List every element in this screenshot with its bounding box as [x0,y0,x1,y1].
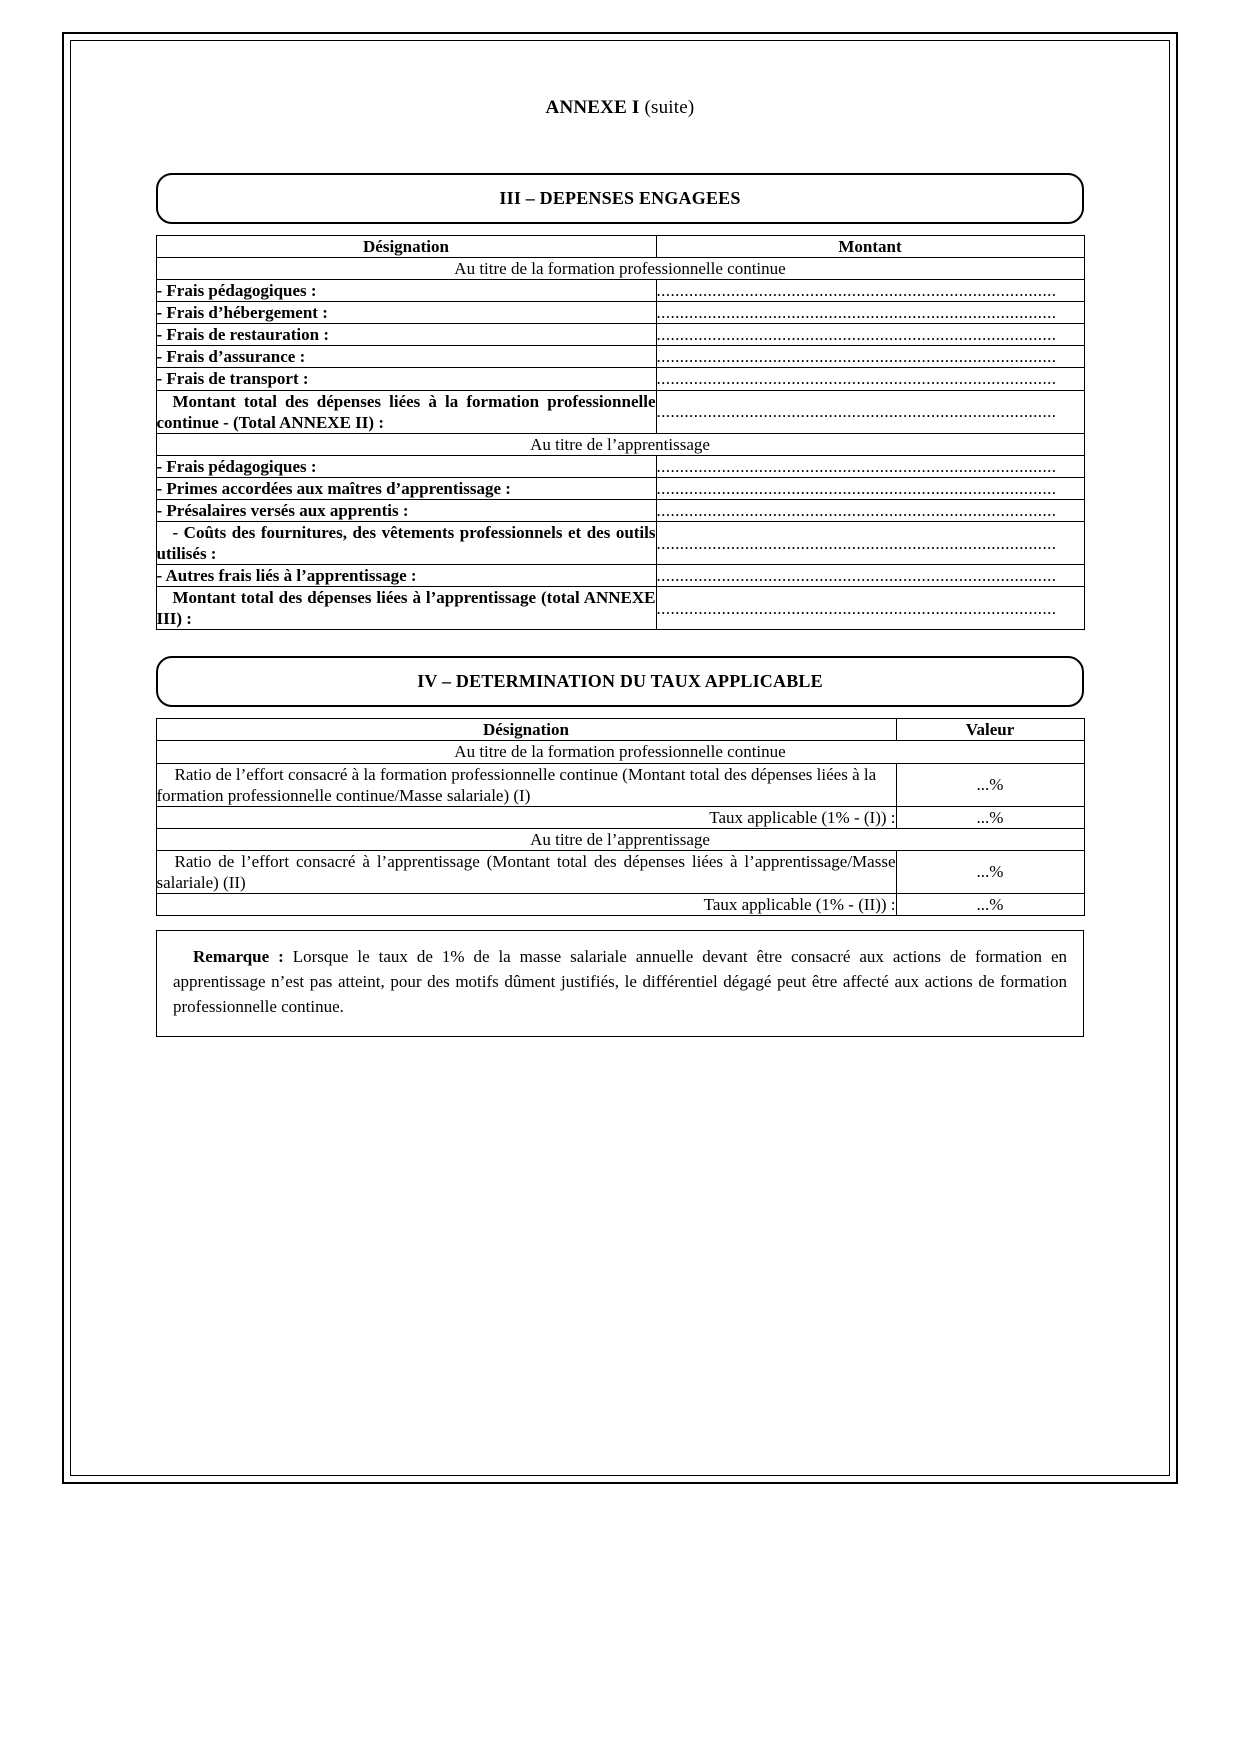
remark-box [156,930,1084,1036]
table-row [156,565,1084,587]
table-row-total-formation [156,390,1084,433]
expense-label-primes-maitres: - Primes accordées aux maîtres d’apprentissage : [156,477,656,499]
expense-label-frais-restauration: - Frais de restauration : [156,324,656,346]
section-iv-banner: IV – DETERMINATION DU TAUX APPLICABLE [156,656,1084,707]
taux-label-apprentissage: Taux applicable (1% - (II)) : [156,894,896,916]
expense-value-couts-fournitures[interactable]: ...................................................................................... [656,522,1084,565]
ratio-label-apprentissage: Ratio de l’effort consacré à l’apprentissage (Montant total des dépenses liées à l’apprentissage/Masse salariale) (II) [156,851,896,892]
table-row [156,346,1084,368]
table-row [156,324,1084,346]
header-valeur: Valeur [896,719,1084,741]
table-row-ratio-formation [156,763,1084,806]
rate-table [156,718,1085,916]
ratio-value-apprentissage[interactable]: ...% [896,850,1084,893]
remark-text: Lorsque le taux de 1% de la masse salariale annuelle devant être consacré aux actions de formation en apprentissage n’est pas atteint, pour des motifs dûment justifiés, le différentiel dégagé peut être affecté aux actions de formation professionnelle continue. [173,947,1068,1016]
total-value-formation[interactable]: ...................................................................................... [656,390,1084,433]
page-title [99,97,1141,119]
expense-value-primes-maitres[interactable]: ...................................................................................... [656,477,1084,499]
table-row [156,302,1084,324]
page-inner-border [70,40,1170,1476]
table-row [156,455,1084,477]
taux-value-apprentissage[interactable]: ...% [896,894,1084,916]
page-content [71,41,1169,1475]
ratio-label-formation: Ratio de l’effort consacré à la formation professionnelle continue (Montant total des dépenses liées à la formation professionnelle continue/Masse salariale) (I) [156,763,896,806]
total-value-apprentissage[interactable]: ...................................................................................... [656,587,1084,630]
expense-value-presalaires[interactable]: ...................................................................................... [656,499,1084,521]
total-label-formation: Montant total des dépenses liées à la formation professionnelle continue - (Total ANNEXE II) : [156,391,656,432]
section-iii-banner: III – DEPENSES ENGAGEES [156,173,1084,224]
table-row [156,477,1084,499]
expense-label-frais-transport: - Frais de transport : [156,368,656,390]
group-label-row-formation-iv [156,741,1084,763]
expense-value-autres-frais[interactable]: ...................................................................................... [656,565,1084,587]
group-label-apprentissage: Au titre de l’apprentissage [156,433,1084,455]
page-title-main: ANNEXE I [545,97,640,118]
total-label-apprentissage: Montant total des dépenses liées à l’apprentissage (total ANNEXE III) : [156,588,656,629]
table-row-total-apprentissage [156,587,1084,630]
group-label-formation: Au titre de la formation professionnelle continue [156,258,1084,280]
expense-value-frais-assurance[interactable]: ...................................................................................... [656,346,1084,368]
remark-label: Remarque : [193,947,284,967]
table-row-taux-apprentissage [156,894,1084,916]
table-row [156,368,1084,390]
table-row [156,280,1084,302]
table-row [156,499,1084,521]
table-header-row [156,236,1084,258]
expense-label-frais-hebergement: - Frais d’hébergement : [156,302,656,324]
header-designation-iv: Désignation [156,719,896,741]
expense-value-frais-transport[interactable]: ...................................................................................... [656,368,1084,390]
expense-value-frais-pedagogiques[interactable]: ...................................................................................... [656,280,1084,302]
group-label-row-formation [156,258,1084,280]
table-row [156,522,1084,565]
expense-label-presalaires: - Présalaires versés aux apprentis : [156,499,656,521]
remark-content [173,945,1067,1019]
group-label-row-apprentissage-iv [156,828,1084,850]
expense-label-app-frais-pedagogiques: - Frais pédagogiques : [156,455,656,477]
taux-value-formation[interactable]: ...% [896,806,1084,828]
group-label-row-apprentissage [156,433,1084,455]
group-label-apprentissage-iv: Au titre de l’apprentissage [156,828,1084,850]
group-label-formation-iv: Au titre de la formation professionnelle continue [156,741,1084,763]
expense-label-couts-fournitures: - Coûts des fournitures, des vêtements professionnels et des outils utilisés : [156,523,656,564]
ratio-value-formation[interactable]: ...% [896,763,1084,806]
expense-value-frais-hebergement[interactable]: ...................................................................................... [656,302,1084,324]
table-row-ratio-apprentissage [156,850,1084,893]
expense-value-app-frais-pedagogiques[interactable]: ...................................................................................... [656,455,1084,477]
page-outer-border [62,32,1178,1484]
expenses-table [156,235,1085,630]
table-row-taux-formation [156,806,1084,828]
expense-label-frais-pedagogiques: - Frais pédagogiques : [156,280,656,302]
taux-label-formation: Taux applicable (1% - (I)) : [156,806,896,828]
page-title-suffix: (suite) [644,97,695,118]
table-header-row [156,719,1084,741]
expense-value-frais-restauration[interactable]: ...................................................................................... [656,324,1084,346]
expense-label-autres-frais: - Autres frais liés à l’apprentissage : [156,565,656,587]
header-designation: Désignation [156,236,656,258]
header-montant: Montant [656,236,1084,258]
expense-label-frais-assurance: - Frais d’assurance : [156,346,656,368]
